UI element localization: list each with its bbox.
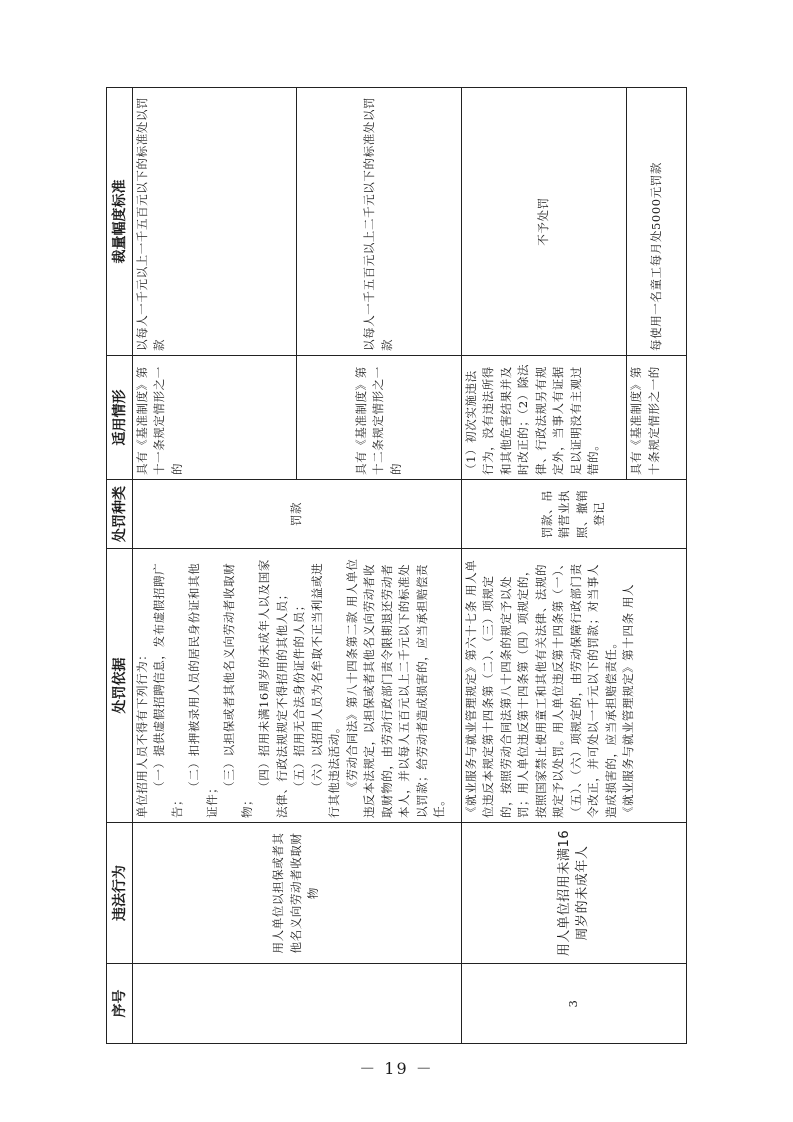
header-basis: 处罚依据 bbox=[107, 549, 133, 823]
act-cell: 用人单位招用未满16周岁的未成年人 bbox=[461, 823, 686, 964]
basis-line: （六）以招用人员为名牟取不正当利益或进行其他违法活动。 bbox=[309, 562, 342, 818]
header-seq: 序号 bbox=[107, 964, 133, 1044]
penalty-table bbox=[106, 87, 687, 1044]
basis-line: 《劳动合同法》第八十四条第二款 用人单位违反本法规定，以担保或者其他名义向劳动者收取财物的，由劳动行政部门责令限期退还劳动者本人，并以每人五百元以上二千元以下的标准处以罚款；给劳动者造成损害的，应当承担赔偿责任。 bbox=[344, 558, 447, 818]
app-cell: （1）初次实施违法行为，没有违法所得和其他危害结果并及时改正的；（2）除法律、行政法规另有规定外，当事人有证据足以证明没有主观过错的。 bbox=[461, 356, 626, 480]
basis-line: 单位招用人员不得有下列行为： bbox=[134, 648, 149, 818]
table-row bbox=[132, 88, 296, 1044]
std-cell: 不予处罚 bbox=[461, 88, 626, 356]
app-cell: 具有《基准制度》第十一条规定情形之一的 bbox=[132, 356, 296, 480]
header-row bbox=[107, 88, 133, 1044]
basis-line: （三）以担保或者其他名义向劳动者收取财物； bbox=[222, 562, 254, 818]
basis-line: （四）招用未满16周岁的未成年人以及国家法律、行政法规规定不得招用的其他人员； bbox=[257, 559, 289, 818]
seq-cell-empty bbox=[132, 964, 461, 1044]
rotated-table-page bbox=[106, 88, 687, 1044]
basis-line: 《就业服务与就业管理规定》第六十七条 用人单位违反本规定第十四条第（二）、（三）项规定的，按照劳动合同法第八十四条的规定予以处罚；用人单位违反第十四条第（四）项规定的，按照国家禁止使用童工和其他有关法律、法规的规定予以处罚。用人单位违反第十四条第（一）、（五）、（六）项规定的，由劳动保障行政部门责令改正，并可处以一千元以下的罚款；对当事人造成损害的，应当承担赔偿责任。 bbox=[463, 557, 618, 818]
app-cell: 具有《基准制度》第十条规定情形之一的 bbox=[627, 356, 687, 480]
app-cell: 具有《基准制度》第十二条规定情形之一的 bbox=[297, 356, 461, 480]
type-cell: 罚款 bbox=[132, 480, 461, 549]
header-act: 违法行为 bbox=[107, 823, 133, 964]
header-app: 适用情形 bbox=[107, 356, 133, 480]
basis-cell bbox=[132, 549, 461, 823]
basis-line: （五）招用无合法身份证件的人员； bbox=[292, 599, 307, 793]
std-cell: 以每人一千五百元以上二千元以下的标准处以罚款 bbox=[297, 88, 461, 356]
seq-cell: 3 bbox=[461, 964, 686, 1044]
type-cell: 罚款、吊销营业执照、撤销登记 bbox=[461, 480, 686, 549]
basis-cell bbox=[461, 549, 686, 823]
page-number: － 19 － bbox=[359, 1059, 434, 1078]
basis-line: （二）扣押被录用人员的居民身份证和其他证件； bbox=[187, 562, 219, 818]
basis-line: 《就业服务与就业管理规定》第十四条 用人 bbox=[621, 583, 636, 818]
std-cell: 每使用一名童工每月处5000元罚款 bbox=[627, 88, 687, 356]
basis-line: （一）提供虚假招聘信息，发布虚假招聘广告； bbox=[152, 562, 184, 818]
act-cell: 用人单位以担保或者其他名义向劳动者收取财物 bbox=[132, 823, 461, 964]
table-row bbox=[461, 88, 626, 1044]
header-std: 裁量幅度标准 bbox=[107, 88, 133, 356]
header-type: 处罚种类 bbox=[107, 480, 133, 549]
std-cell: 以每人一千元以上一千五百元以下的标准处以罚款 bbox=[132, 88, 296, 356]
